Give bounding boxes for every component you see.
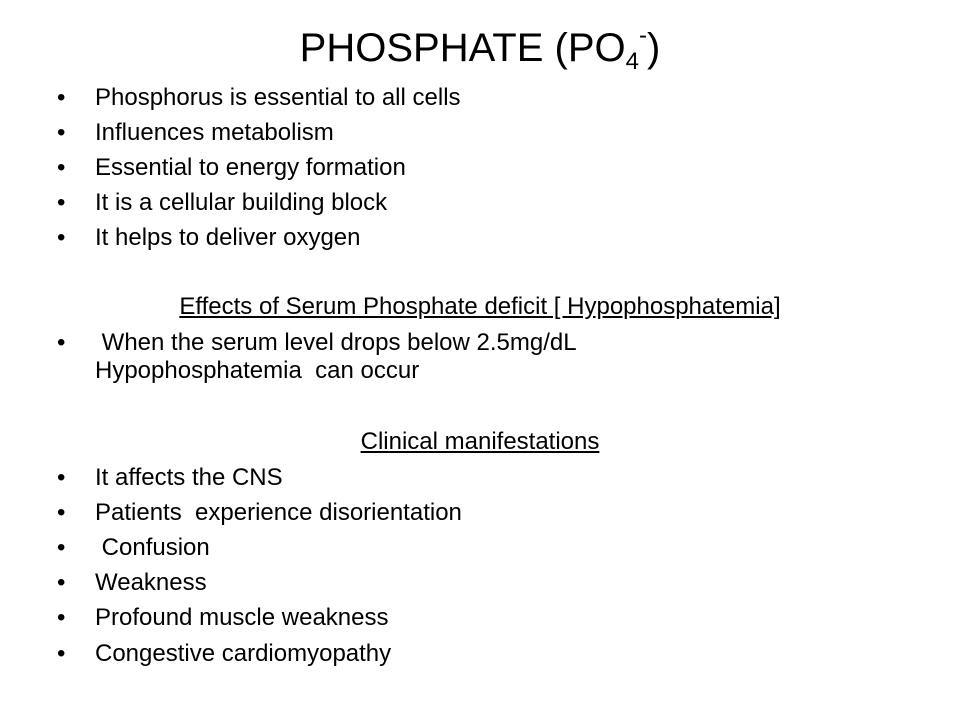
title-subscript: 4 xyxy=(625,48,639,75)
bullet-item xyxy=(0,185,960,220)
title-text: PHOSPHATE (PO xyxy=(299,26,626,70)
bullet-icon: • xyxy=(57,534,66,561)
bullet-item xyxy=(0,565,960,600)
title-superscript: - xyxy=(639,22,647,49)
bullet-icon: • xyxy=(57,154,66,181)
bullet-icon: • xyxy=(57,119,66,146)
bullet-icon: • xyxy=(57,224,66,251)
bullet-text: Weakness xyxy=(95,569,207,596)
title-close: ) xyxy=(647,26,661,70)
bullet-text: Patients experience disorientation xyxy=(95,499,462,526)
bullet-text: It is a cellular building block xyxy=(95,189,388,216)
bullet-item xyxy=(0,460,960,495)
bullet-icon: • xyxy=(57,640,66,667)
bullet-text: It helps to deliver oxygen xyxy=(95,224,361,251)
slide-title xyxy=(0,22,960,74)
bullet-item xyxy=(0,150,960,185)
effects-text-line-2: Hypophosphatemia can occur xyxy=(95,357,420,384)
clinical-heading: Clinical manifestations xyxy=(360,428,600,455)
bullet-icon: • xyxy=(57,464,66,491)
effects-heading: Effects of Serum Phosphate deficit [ Hypophosphatemia] xyxy=(179,293,781,320)
bullet-text: Profound muscle weakness xyxy=(95,604,389,631)
bullet-icon: • xyxy=(57,499,66,526)
bullet-item xyxy=(0,220,960,255)
bullet-item xyxy=(0,600,960,636)
bullet-item xyxy=(0,495,960,530)
bullet-text: Influences metabolism xyxy=(95,119,334,146)
bullet-item xyxy=(0,80,960,115)
bullet-text: Essential to energy formation xyxy=(95,154,406,181)
clinical-bullet-list xyxy=(0,460,960,671)
bullet-item xyxy=(0,115,960,150)
bullet-icon: • xyxy=(57,189,66,216)
bullet-icon: • xyxy=(57,604,66,631)
bullet-text: Congestive cardiomyopathy xyxy=(95,640,392,667)
bullet-text: Phosphorus is essential to all cells xyxy=(95,84,461,111)
effects-text-line-1: When the serum level drops below 2.5mg/dL xyxy=(95,329,577,356)
bullet-item xyxy=(0,636,960,671)
bullet-text: Confusion xyxy=(95,534,210,561)
bullet-icon: • xyxy=(57,329,66,356)
bullet-text: It affects the CNS xyxy=(95,464,283,491)
bullet-icon: • xyxy=(57,84,66,111)
bullet-item xyxy=(0,530,960,565)
bullet-icon: • xyxy=(57,569,66,596)
intro-bullet-list xyxy=(0,80,960,255)
